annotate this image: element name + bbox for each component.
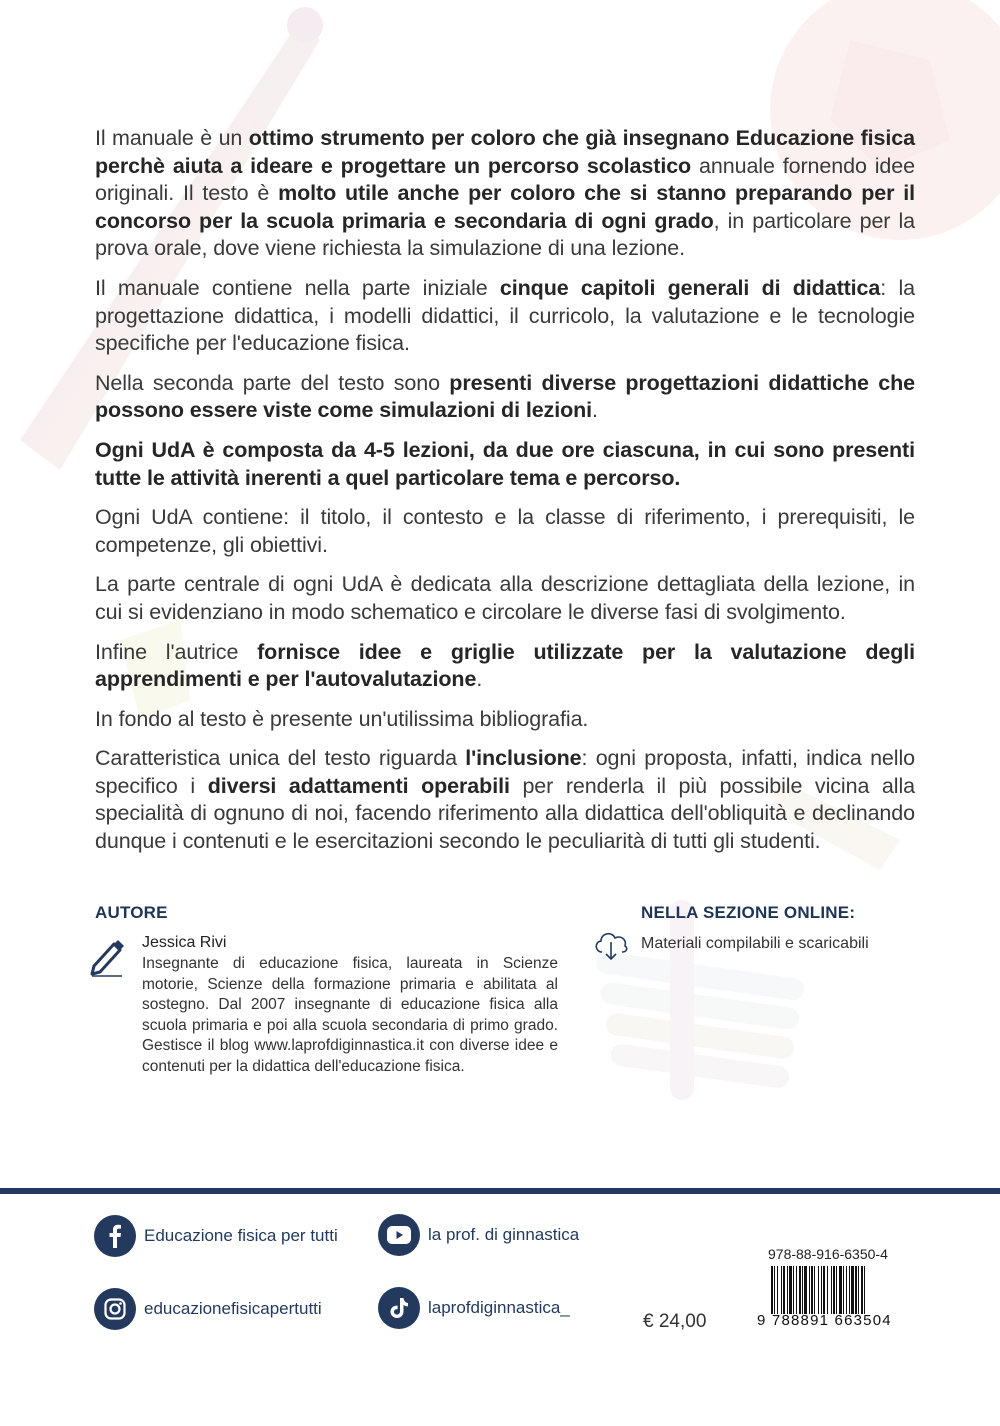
bold-text: fornisce idee e griglie utilizzate per la valutazione degli apprendimenti e per l'autovalutazione [95, 639, 915, 692]
instagram-label: educazionefisicapertutti [144, 1299, 322, 1318]
instagram-icon [94, 1288, 136, 1330]
bold-text: cinque capitoli generali di didattica [499, 275, 881, 300]
youtube-link[interactable] [378, 1214, 579, 1256]
description-paragraph [95, 504, 915, 559]
barcode-bar [858, 1266, 859, 1314]
facebook-label: Educazione fisica per tutti [144, 1226, 338, 1245]
barcode-bar [777, 1266, 778, 1314]
body-text: . [476, 667, 483, 692]
barcode-bar [861, 1266, 863, 1314]
tiktok-icon [378, 1287, 420, 1329]
barcode-bar [833, 1266, 835, 1314]
barcode-bar [787, 1266, 788, 1314]
pen-icon [88, 936, 128, 978]
footer-divider [0, 1188, 1000, 1194]
barcode-bar [774, 1266, 775, 1314]
barcode-bar [851, 1266, 854, 1314]
body-text: per renderla il più possibile vicina alla specialità di ognuno di noi, facendo riferimento alla didattica dell'obliquità e declinando dunque i contenuti e le esercitazioni secondo le peculiarità di tutti gli studenti. [95, 773, 915, 854]
bold-text: Ogni UdA è composta da 4-5 lezioni, da due ore ciascuna, in cui sono presenti tutte le attività inerenti a quel particolare tema e percorso. [95, 437, 915, 490]
tiktok-link[interactable] [378, 1287, 570, 1329]
description-paragraph [95, 745, 915, 855]
price: € 24,00 [643, 1311, 707, 1332]
body-text: : ogni proposta, infatti, indica nello specifico i [95, 746, 915, 798]
description-paragraph [95, 437, 915, 492]
barcode-number: 9 788891 663504 [757, 1312, 892, 1329]
body-text: Nella seconda parte del testo sono [95, 370, 450, 395]
tiktok-label: laprofdiginnastica_ [428, 1298, 570, 1317]
description-paragraph [95, 639, 915, 694]
barcode-bar [811, 1266, 813, 1314]
cloud-download-icon [592, 928, 630, 962]
barcode-bar [849, 1266, 850, 1314]
instagram-link[interactable] [94, 1288, 322, 1330]
barcode-bar [793, 1266, 794, 1314]
body-text: Il manuale è un [95, 126, 249, 150]
barcode-bar [796, 1266, 797, 1314]
isbn: 978-88-916-6350-4 [768, 1246, 888, 1262]
youtube-label: la prof. di ginnastica [428, 1225, 580, 1244]
facebook-link[interactable] [94, 1215, 338, 1257]
description-paragraph [95, 706, 915, 734]
barcode-bar [855, 1266, 857, 1314]
barcode-bar [814, 1266, 815, 1314]
barcode-bar [831, 1266, 832, 1314]
description-paragraph [95, 370, 915, 425]
online-section-heading: NELLA SEZIONE ONLINE: [641, 903, 856, 922]
body-text: annuale fornendo idee originali. Il testo è [95, 153, 915, 206]
description-paragraph [95, 125, 915, 263]
bold-text: molto utile anche per coloro che si stanno preparando per il concorso per la scuola primaria e secondaria di ogni grado [95, 181, 915, 233]
barcode-bar [789, 1266, 792, 1314]
body-text: La parte centrale di ogni UdA è dedicata alla descrizione dettagliata della lezione, in cui si evidenziano in modo schematico e circolare le diverse fasi di svolgimento. [95, 572, 915, 624]
bold-text: l'inclusione [465, 746, 582, 771]
author-heading: AUTORE [95, 903, 168, 922]
barcode-bar [839, 1266, 842, 1314]
online-item: Materiali compilabili e scaricabili [641, 935, 869, 952]
facebook-icon [94, 1215, 136, 1257]
description-paragraph [95, 275, 915, 358]
description-paragraph [95, 571, 915, 626]
author-name: Jessica Rivi [142, 934, 227, 951]
barcode-bar [843, 1266, 844, 1314]
barcode-bar [846, 1266, 847, 1314]
body-text: Il manuale contiene nella parte iniziale [95, 275, 500, 300]
barcode-bar [799, 1266, 801, 1314]
body-text: Caratteristica unica del testo riguarda [95, 746, 466, 771]
barcode-bar [802, 1266, 803, 1314]
author-bio: Insegnante di educazione fisica, laureata in Scienze motorie, Scienze della formazione primaria e abilitata al sostegno. Dal 2007 insegnante di educazione fisica alla scuola primaria e poi alla scuola secondaria di primo grado. Gestisce il blog www.laprofdiginnastica.it con diverse idee e contenuti per la didattica dell'educazione fisica. [142, 955, 558, 1075]
barcode-bar [809, 1266, 810, 1314]
barcode-bar [771, 1266, 773, 1314]
barcode-bar [836, 1266, 837, 1314]
bold-text: presenti diverse progettazioni didattiche che possono essere viste come simulazioni di lezioni [95, 370, 915, 423]
barcode-bar [783, 1266, 785, 1314]
bold-text: ottimo strumento per coloro che già insegnano Educazione fisica perchè aiuta a ideare e progettare un percorso scolastico [95, 126, 915, 178]
youtube-icon [378, 1214, 420, 1256]
barcode-bar [821, 1266, 822, 1314]
body-text: Infine l'autrice [95, 639, 258, 664]
barcode-bar [823, 1266, 825, 1314]
body-text: , in particolare per la prova orale, dove viene richiesta la simulazione di una lezione. [95, 208, 915, 261]
barcode-bar [818, 1266, 819, 1314]
barcode-bar [781, 1266, 782, 1314]
barcode-bar [864, 1266, 865, 1314]
barcode [770, 1266, 914, 1314]
barcode-bar [804, 1266, 807, 1314]
body-text: Ogni UdA contiene: il titolo, il contesto e la classe di riferimento, i prerequisiti, le competenze, gli obiettivi. [95, 505, 915, 557]
barcode-bar [827, 1266, 828, 1314]
bold-text: diversi adattamenti operabili [207, 773, 510, 798]
body-text: . [592, 398, 598, 423]
description-block [95, 125, 915, 868]
body-text: In fondo al testo è presente un'utilissima bibliografia. [95, 706, 589, 731]
body-text: : la progettazione didattica, i modelli didattici, il curricolo, la valutazione e le tecnologie specifiche per l'educazione fisica. [95, 275, 915, 356]
author-box [142, 934, 558, 1078]
